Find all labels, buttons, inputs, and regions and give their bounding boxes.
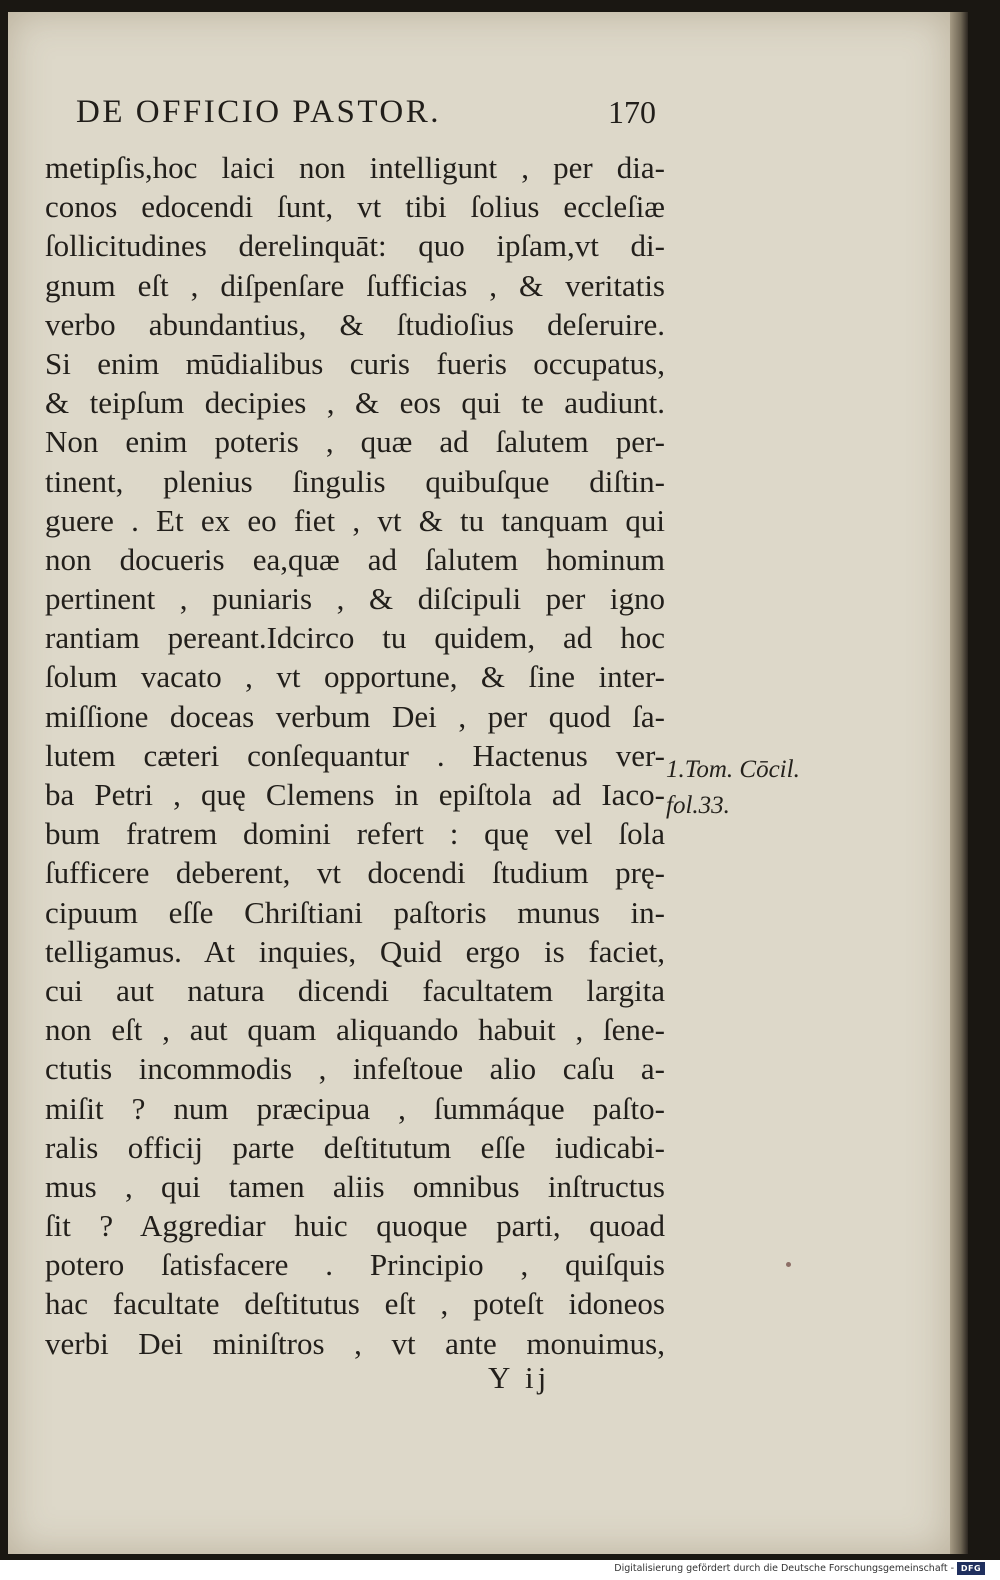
text-line: bum fratrem domini refert : quę vel ſola — [45, 816, 665, 852]
text-line: ſit ? Aggrediar huic quoque parti, quoad — [45, 1208, 665, 1244]
text-line: metipſis,hoc laici non intelligunt , per dia- — [45, 150, 665, 185]
signature-mark: Y ij — [488, 1360, 551, 1395]
marginal-note — [666, 752, 800, 824]
text-line: potero ſatisfacere . Principio , quiſquis — [45, 1247, 665, 1283]
marginal-note-line: 1.Tom. Cōcil. — [666, 756, 800, 783]
text-line: cui aut natura dicendi facultatem largita — [45, 972, 665, 1008]
text-line: gnum eſt , diſpenſare ſufficias , & veritatis — [45, 267, 665, 303]
text-line: conos edocendi ſunt, vt tibi ſolius eccleſiæ — [45, 189, 665, 225]
text-line: Si enim mūdialibus curis fueris occupatus, — [45, 345, 665, 381]
text-line: tinent, plenius ſingulis quibuſque diſtin- — [45, 463, 665, 499]
footer-credit: Digitalisierung gefördert durch die Deutsche Forschungsgemeinschaft - — [614, 1563, 954, 1574]
text-line: ſollicitudines derelinquāt: quo ipſam,vt di- — [45, 228, 665, 264]
text-line: guere . Et ex eo fiet , vt & tu tanquam qui — [45, 502, 665, 538]
page-number: 170 — [608, 94, 656, 130]
running-head-title: DE OFFICIO PASTOR. — [76, 94, 442, 130]
text-line: ralis officij parte deſtitutum eſſe iudicabi- — [45, 1129, 665, 1165]
text-line: ba Petri , quę Clemens in epiſtola ad Iaco- — [45, 777, 665, 812]
text-line: non docueris ea,quæ ad ſalutem hominum — [45, 541, 665, 577]
text-line: & teipſum decipies , & eos qui te audiunt. — [45, 385, 665, 421]
marginal-note-line: fol.33. — [666, 792, 730, 819]
text-line: verbi Dei miniſtros , vt ante monuimus, — [45, 1325, 665, 1361]
paper-stain — [786, 1262, 791, 1267]
running-head — [76, 94, 656, 140]
text-line: non eſt , aut quam aliquando habuit , ſene- — [45, 1012, 665, 1048]
text-line: cipuum eſſe Chriſtiani paſtoris munus in- — [45, 894, 665, 930]
dfg-logo: DFG — [957, 1562, 985, 1575]
text-line: lutem cæteri conſequantur . Hactenus ver- — [45, 737, 665, 773]
text-line: ſufficere deberent, vt docendi ſtudium prę- — [45, 855, 665, 891]
text-line: rantiam pereant.Idcirco tu quidem, ad hoc — [45, 620, 665, 656]
text-line: hac facultate deſtitutus eſt , poteſt idoneos — [45, 1286, 665, 1322]
page-edge-shadow — [950, 12, 968, 1554]
text-line: telligamus. At inquies, Quid ergo is faciet, — [45, 933, 665, 969]
text-line: miſit ? num præcipua , ſummáque paſto- — [45, 1090, 665, 1126]
body-text — [45, 148, 665, 1363]
text-line: verbo abundantius, & ſtudioſius deſeruire. — [45, 306, 665, 342]
text-line: pertinent , puniaris , & diſcipuli per igno — [45, 581, 665, 617]
text-line: mus , qui tamen aliis omnibus inſtructus — [45, 1168, 665, 1204]
text-line: ſolum vacato , vt opportune, & ſine inter- — [45, 659, 665, 695]
text-line: miſſione doceas verbum Dei , per quod ſa- — [45, 698, 665, 734]
text-line: ctutis incommodis , infeſtoue alio caſu a- — [45, 1051, 665, 1087]
text-line: Non enim poteris , quæ ad ſalutem per- — [45, 424, 665, 460]
